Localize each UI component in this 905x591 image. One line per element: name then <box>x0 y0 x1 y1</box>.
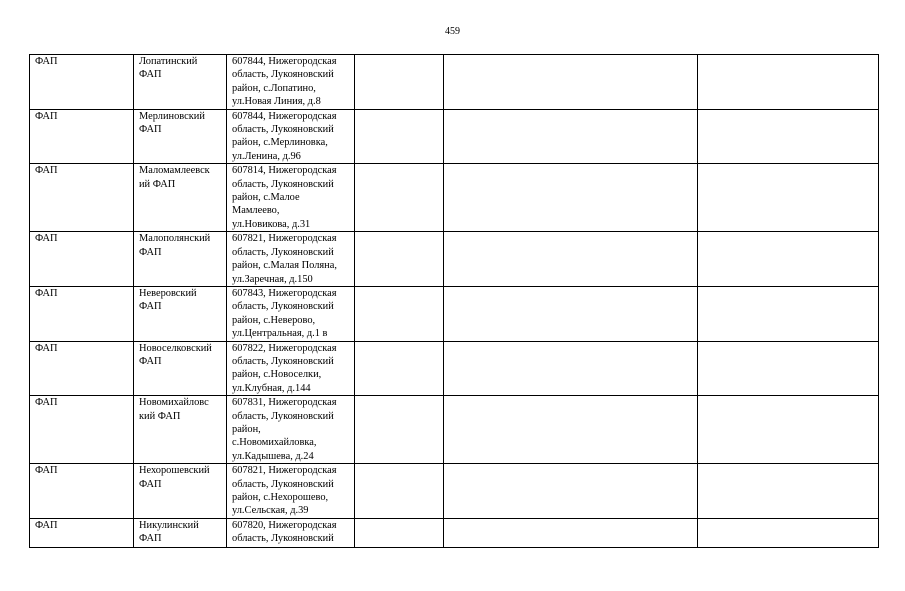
empty-cell-5 <box>444 396 698 464</box>
facility-name-line: Новоселковский <box>139 342 212 354</box>
empty-cell-5 <box>444 55 698 110</box>
facility-address-cell <box>227 55 355 110</box>
facility-name-line: Никулинский <box>139 519 199 531</box>
facility-address-line: область, Лукояновский <box>232 301 334 313</box>
facility-address-cell <box>227 286 355 341</box>
facility-address-line: район, с.Малое <box>232 192 300 204</box>
empty-cell-4 <box>355 109 444 164</box>
facility-name-line: Неверовский <box>139 287 197 299</box>
facility-address-cell <box>227 232 355 287</box>
facility-name-line: Маломамлеевск <box>139 165 210 177</box>
facility-address-line: ул.Заречная, д.150 <box>232 273 313 285</box>
empty-cell-6 <box>698 109 879 164</box>
facility-name-line: ФАП <box>139 69 162 81</box>
table-row <box>30 232 879 287</box>
table-row <box>30 164 879 232</box>
facility-name-line: ФАП <box>139 478 162 490</box>
facility-address-cell <box>227 464 355 519</box>
table-row <box>30 286 879 341</box>
table-row <box>30 109 879 164</box>
facility-address-line: область, Лукояновский <box>232 178 334 190</box>
empty-cell-4 <box>355 286 444 341</box>
empty-cell-4 <box>355 232 444 287</box>
facility-name-line: ФАП <box>139 246 162 258</box>
facility-address-line: 607844, Нижегородская <box>232 110 337 122</box>
facility-address-line: область, Лукояновский <box>232 355 334 367</box>
facility-type-cell: ФАП <box>30 286 134 341</box>
facility-address-line: 607814, Нижегородская <box>232 165 337 177</box>
facility-address-line: 607843, Нижегородская <box>232 287 337 299</box>
facility-name-cell <box>134 396 227 464</box>
facility-name-line: ий ФАП <box>139 178 176 190</box>
facility-type-cell: ФАП <box>30 232 134 287</box>
facility-address-line: ул.Сельская, д.39 <box>232 505 309 517</box>
facility-address-line: 607831, Нижегородская <box>232 397 337 409</box>
facility-name-cell <box>134 518 227 547</box>
facility-name-line: ФАП <box>139 355 162 367</box>
empty-cell-6 <box>698 341 879 396</box>
facility-name-line: Лопатинский <box>139 56 198 67</box>
table-row <box>30 55 879 110</box>
facility-name-cell <box>134 464 227 519</box>
table-row <box>30 464 879 519</box>
empty-cell-6 <box>698 55 879 110</box>
facility-address-line: область, Лукояновский <box>232 478 334 490</box>
facility-address-line: ул.Кадышева, д.24 <box>232 450 314 462</box>
facility-type-cell: ФАП <box>30 464 134 519</box>
facility-name-line: ФАП <box>139 124 162 136</box>
facility-address-line: с.Новомихайловка, <box>232 437 317 449</box>
empty-cell-6 <box>698 164 879 232</box>
facility-address-line: область, Лукояновский <box>232 246 334 258</box>
facility-name-cell <box>134 164 227 232</box>
empty-cell-5 <box>444 109 698 164</box>
empty-cell-4 <box>355 464 444 519</box>
empty-cell-6 <box>698 518 879 547</box>
facility-address-line: район, <box>232 423 261 435</box>
facility-address-line: ул.Центральная, д.1 в <box>232 328 328 340</box>
facility-name-cell <box>134 341 227 396</box>
facility-table <box>29 54 879 548</box>
facility-address-line: район, с.Новоселки, <box>232 369 322 381</box>
facility-address-cell <box>227 341 355 396</box>
facility-name-line: кий ФАП <box>139 410 181 422</box>
facility-name-cell <box>134 55 227 110</box>
facility-type-cell: ФАП <box>30 109 134 164</box>
table-row <box>30 396 879 464</box>
facility-address-line: район, с.Мерлиновка, <box>232 137 328 149</box>
table-row <box>30 341 879 396</box>
facility-type-cell: ФАП <box>30 55 134 110</box>
facility-table-body <box>30 55 879 548</box>
facility-address-line: Мамлеево, <box>232 205 280 217</box>
facility-address-cell <box>227 109 355 164</box>
empty-cell-4 <box>355 341 444 396</box>
facility-name-line: ФАП <box>139 533 162 545</box>
facility-address-line: район, с.Лопатино, <box>232 82 316 94</box>
empty-cell-6 <box>698 286 879 341</box>
facility-name-cell <box>134 109 227 164</box>
facility-address-line: область, Лукояновский <box>232 410 334 422</box>
facility-name-line: Нехорошевский <box>139 465 210 477</box>
facility-address-line: ул.Новикова, д.31 <box>232 218 311 230</box>
empty-cell-4 <box>355 55 444 110</box>
facility-address-line: 607821, Нижегородская <box>232 465 337 477</box>
facility-address-line: область, Лукояновский <box>232 533 334 545</box>
facility-address-line: район, с.Неверово, <box>232 314 316 326</box>
facility-type-cell: ФАП <box>30 396 134 464</box>
facility-name-line: Новомихайловс <box>139 397 209 409</box>
empty-cell-4 <box>355 518 444 547</box>
facility-address-cell <box>227 396 355 464</box>
empty-cell-6 <box>698 232 879 287</box>
empty-cell-5 <box>444 464 698 519</box>
empty-cell-6 <box>698 464 879 519</box>
facility-name-cell <box>134 232 227 287</box>
facility-address-line: район, с.Нехорошево, <box>232 492 329 503</box>
table-row <box>30 518 879 547</box>
facility-address-line: 607820, Нижегородская <box>232 519 337 531</box>
facility-address-line: район, с.Малая Поляна, <box>232 260 337 272</box>
facility-name-cell <box>134 286 227 341</box>
facility-type-cell: ФАП <box>30 341 134 396</box>
facility-address-line: 607822, Нижегородская <box>232 342 337 354</box>
facility-address-line: ул.Клубная, д.144 <box>232 382 311 394</box>
facility-address-line: 607821, Нижегородская <box>232 233 337 245</box>
facility-address-line: ул.Новая Линия, д.8 <box>232 96 321 108</box>
facility-address-line: область, Лукояновский <box>232 124 334 136</box>
empty-cell-4 <box>355 396 444 464</box>
empty-cell-5 <box>444 518 698 547</box>
facility-address-line: ул.Ленина, д.96 <box>232 150 301 162</box>
empty-cell-5 <box>444 341 698 396</box>
facility-address-line: область, Лукояновский <box>232 69 334 81</box>
empty-cell-6 <box>698 396 879 464</box>
facility-type-cell: ФАП <box>30 518 134 547</box>
facility-name-line: ФАП <box>139 301 162 313</box>
page-number: 459 <box>445 26 460 37</box>
empty-cell-5 <box>444 232 698 287</box>
facility-address-line: 607844, Нижегородская <box>232 56 337 67</box>
facility-name-line: Малополянский <box>139 233 211 245</box>
facility-address-cell <box>227 164 355 232</box>
facility-address-cell <box>227 518 355 547</box>
empty-cell-5 <box>444 286 698 341</box>
facility-type-cell: ФАП <box>30 164 134 232</box>
facility-name-line: Мерлиновский <box>139 110 205 122</box>
empty-cell-5 <box>444 164 698 232</box>
empty-cell-4 <box>355 164 444 232</box>
